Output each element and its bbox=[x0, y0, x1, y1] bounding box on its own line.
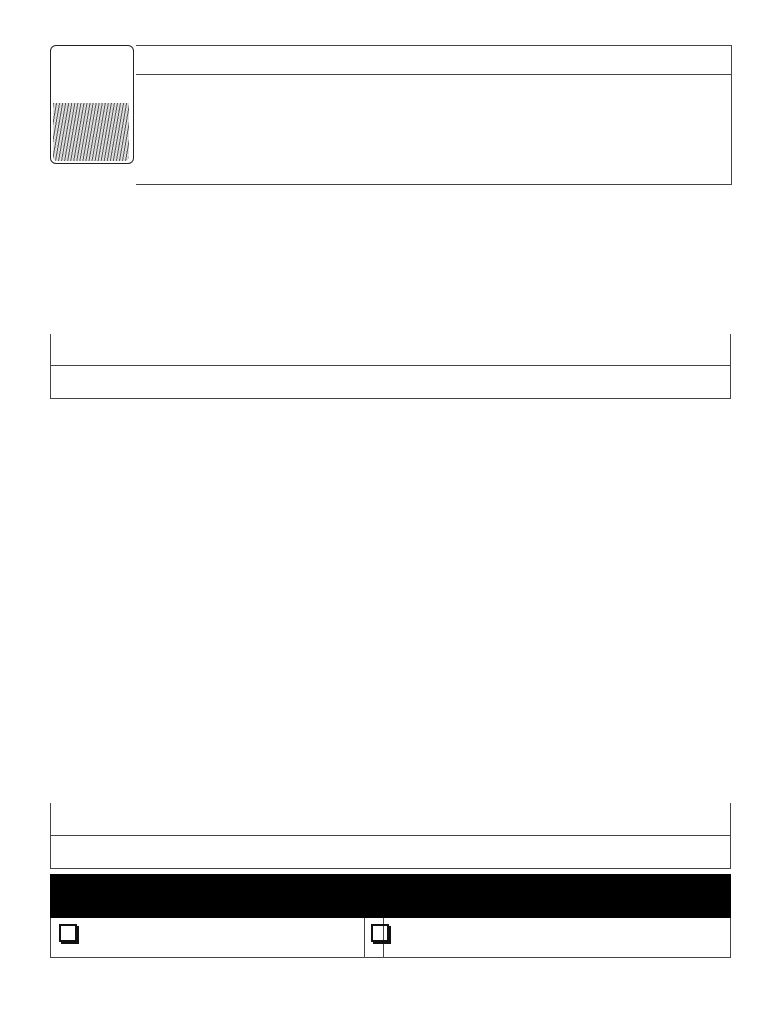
page-title bbox=[136, 46, 731, 75]
prairie-grass-icon bbox=[53, 103, 129, 161]
deposit-options-row bbox=[50, 918, 731, 958]
contractor-option[interactable] bbox=[371, 924, 392, 944]
intro-text bbox=[56, 192, 726, 199]
project-name-field[interactable] bbox=[50, 803, 731, 836]
purpose-field[interactable] bbox=[50, 836, 731, 869]
tax-parcel-field[interactable] bbox=[50, 366, 731, 399]
property-location-field[interactable] bbox=[50, 334, 731, 366]
deposit-header bbox=[50, 874, 731, 918]
header-box bbox=[136, 45, 732, 185]
checkbox-icon[interactable] bbox=[59, 924, 77, 942]
property-owner-option[interactable] bbox=[59, 924, 80, 944]
village-logo bbox=[50, 45, 134, 164]
checkbox-icon[interactable] bbox=[371, 924, 389, 942]
